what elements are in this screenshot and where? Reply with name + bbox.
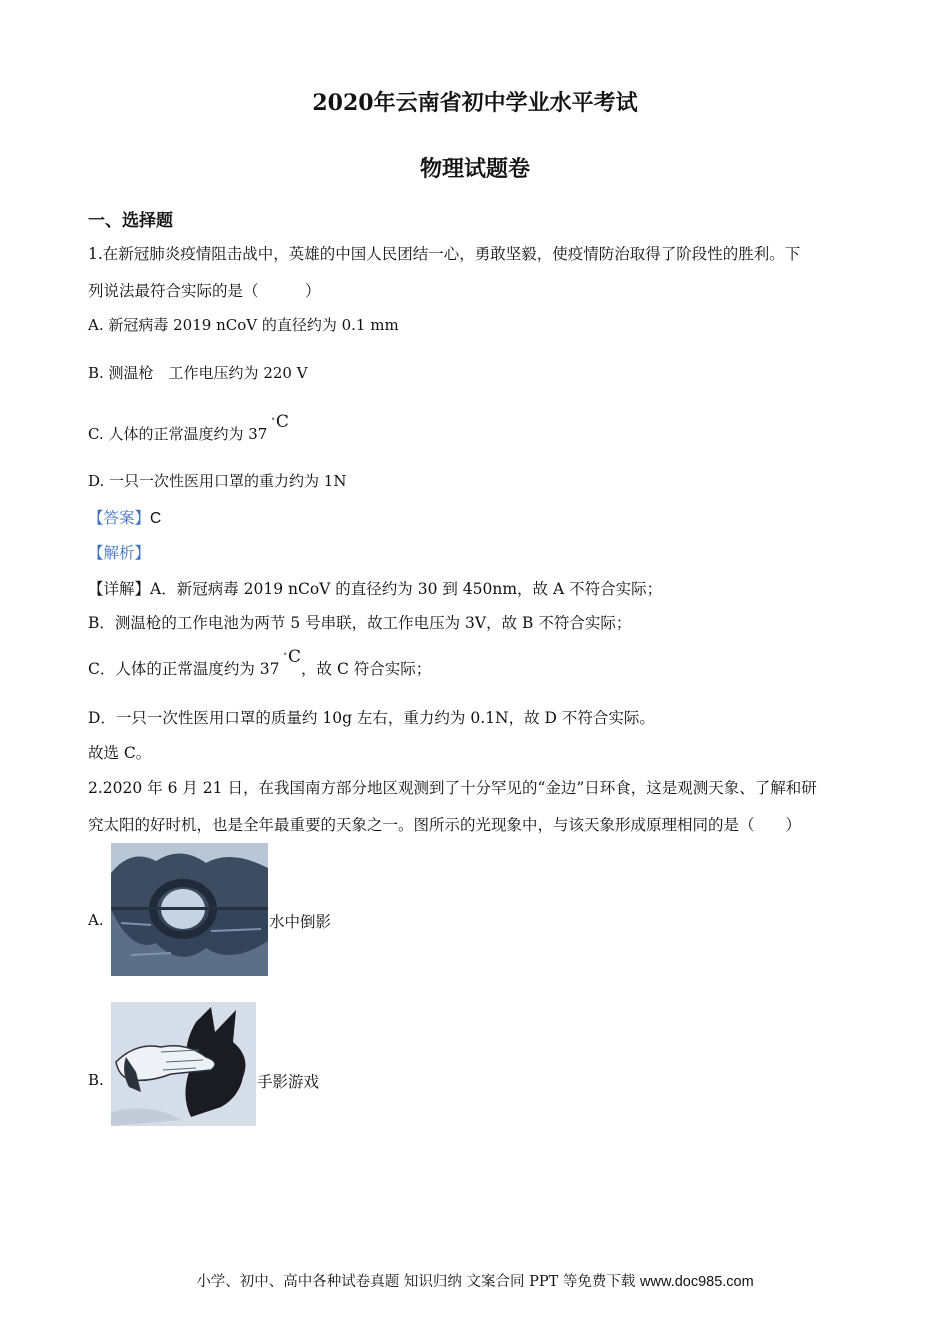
page-footer (0, 1270, 950, 1291)
answer-value: C (150, 510, 162, 527)
exam-subtitle: 物理试题卷 (419, 156, 530, 182)
q1-detail-a: 【详解】A．新冠病毒 2019 nCoV 的直径约为 30 到 450nm，故 A 不符合实际； (88, 580, 663, 598)
footer-site-link[interactable]: www.doc985.com (640, 1274, 754, 1290)
q2-option-a-label: 水中倒影 (269, 913, 332, 931)
q1-answer (88, 506, 161, 528)
q1-option-a: A. 新冠病毒 2019 nCoV 的直径约为 0.1 mm (88, 316, 399, 334)
degree-celsius-symbol: °C (271, 412, 289, 432)
q2-stem-line2: 究太阳的好时机，也是全年最重要的天象之一。图所示的光现象中，与该天象形成原理相同的是（ ） (88, 816, 802, 834)
q1-detail-c: C．人体的正常温度约为 37°C，故 C 符合实际； (88, 647, 432, 678)
analysis-tag: 【解析】 (88, 545, 151, 562)
q2-stem-line1: 2.2020 年 6 月 21 日，在我国南方部分地区观测到了十分罕见的“金边”日环食，这是观测天象、了解和研 (88, 779, 817, 797)
q2-option-b-letter: B. (88, 1071, 104, 1089)
q2-option-a-letter: A. (88, 911, 104, 929)
footer-text: 小学、初中、高中各种试卷真题 知识归纳 文案合同 PPT 等免费下载 (196, 1274, 636, 1290)
bridge-reflection-image (111, 843, 268, 976)
q1-option-b: B. 测温枪 工作电压约为 220 V (88, 364, 308, 382)
q1-option-c-text: C. 人体的正常温度约为 37 (88, 425, 268, 443)
q1-detail-d: D．一只一次性医用口罩的质量约 10g 左右，重力约为 0.1N，故 D 不符合实际。 (88, 709, 655, 727)
hand-shadow-image (111, 1002, 256, 1126)
answer-tag: 【答案】 (88, 510, 151, 527)
q1-detail-b: B．测温枪的工作电池为两节 5 号串联，故工作电压为 3V，故 B 不符合实际； (88, 614, 632, 632)
q1-option-d: D. 一只一次性医用口罩的重力约为 1N (88, 472, 347, 490)
q1-conclusion: 故选 C。 (88, 744, 152, 762)
section-heading: 一、选择题 (88, 211, 173, 231)
degree-celsius-symbol: °C (283, 647, 302, 667)
q1-option-c (88, 412, 289, 444)
exam-title: 2020年云南省初中学业水平考试 (312, 90, 638, 116)
q2-option-b-label: 手影游戏 (257, 1073, 320, 1091)
q1-stem-line2: 列说法最符合实际的是（ ） (88, 282, 321, 300)
q1-stem-line1: 1.在新冠肺炎疫情阻击战中，英雄的中国人民团结一心，勇敢坚毅，使疫情防治取得了阶段性的胜利。下 (88, 245, 801, 263)
